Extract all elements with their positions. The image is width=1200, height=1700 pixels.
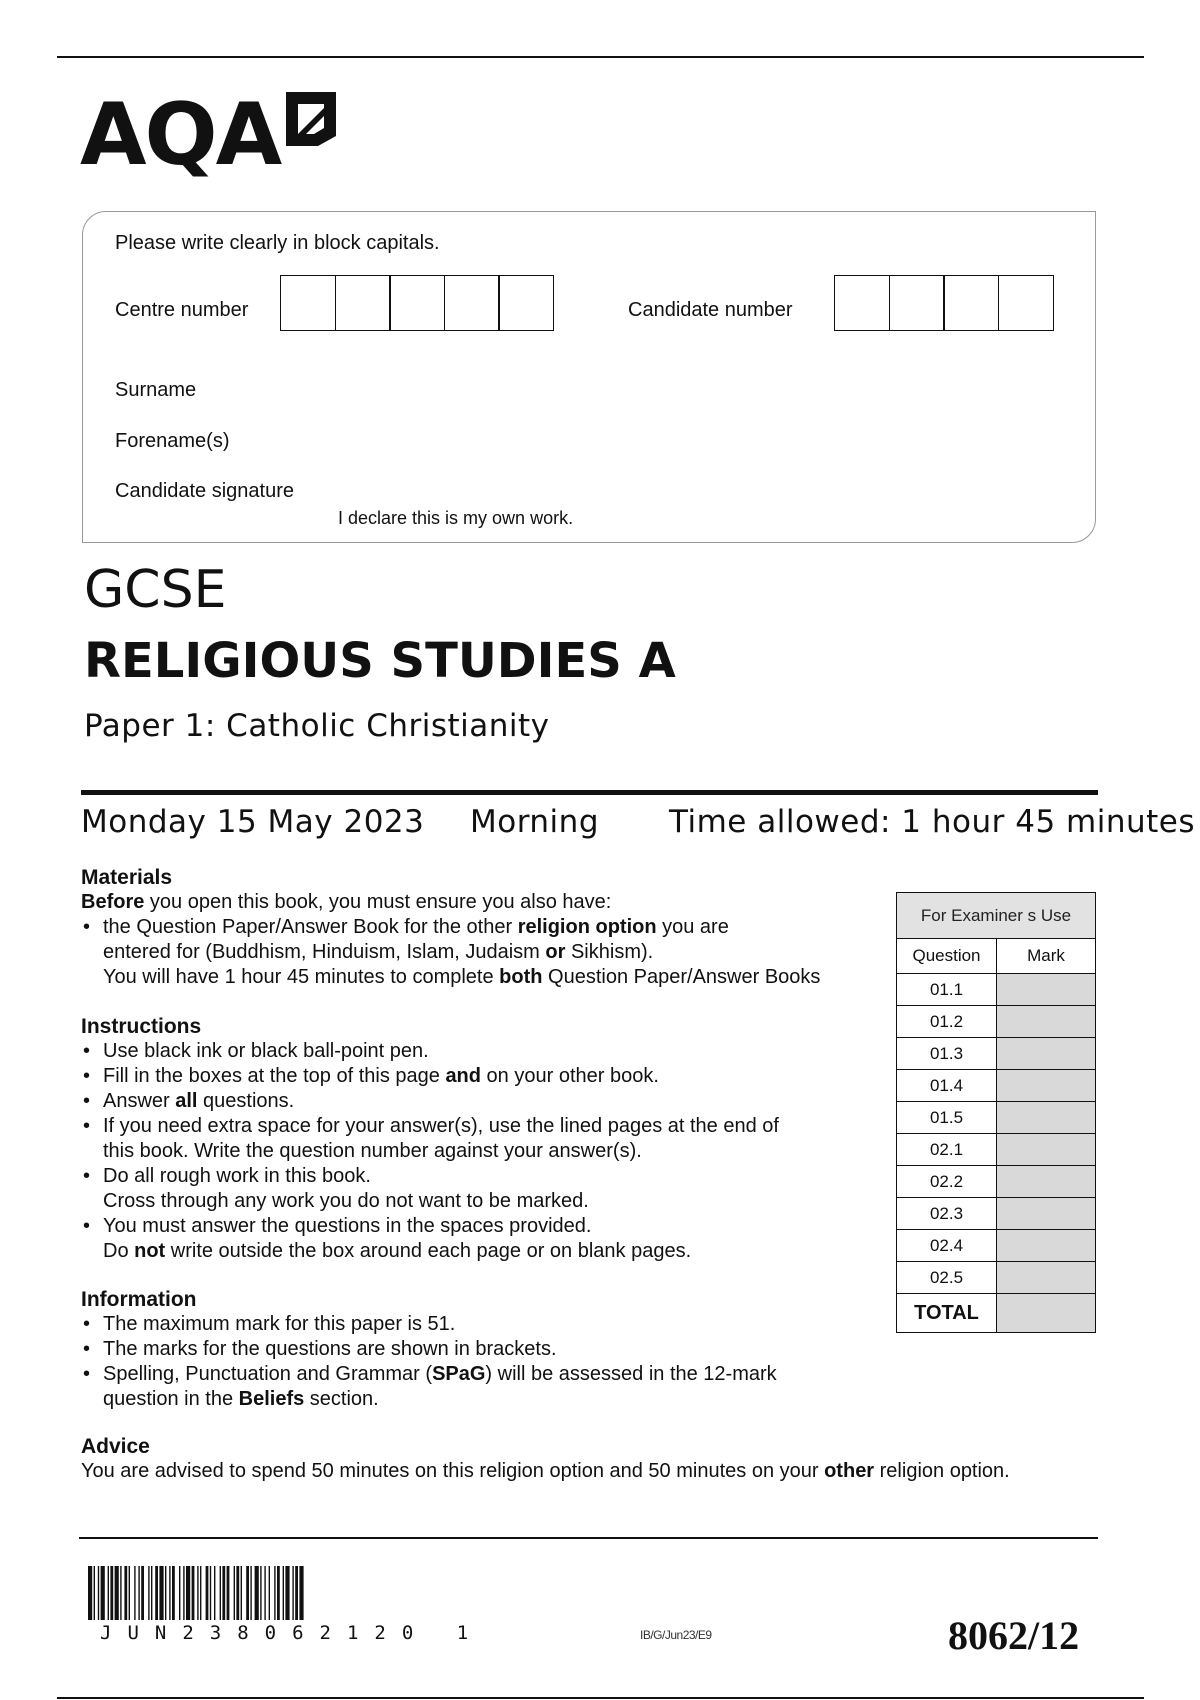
barcode-bar xyxy=(214,1566,215,1620)
footer-rule xyxy=(79,1537,1098,1539)
table-row xyxy=(897,1198,1096,1230)
barcode-bar xyxy=(285,1566,289,1620)
paper-title: Paper 1: Catholic Christianity xyxy=(84,708,550,744)
question-column-header: Question xyxy=(897,939,997,974)
barcode-bar xyxy=(120,1566,121,1620)
barcode-icon xyxy=(88,1566,498,1620)
materials-intro: Before you open this book, you must ensure you also have: xyxy=(81,891,612,913)
barcode-bar xyxy=(141,1566,144,1620)
barcode-bar xyxy=(151,1566,152,1620)
examiner-table-title: For Examiner s Use xyxy=(897,893,1096,939)
centre-number-boxes[interactable] xyxy=(280,275,554,331)
barcode-bar xyxy=(101,1566,105,1620)
barcode-bar xyxy=(108,1566,109,1620)
mark-cell xyxy=(997,1102,1096,1134)
bottom-rule xyxy=(57,1697,1144,1699)
title-rule xyxy=(81,790,1098,795)
barcode-bar xyxy=(155,1566,158,1620)
question-cell: 02.1 xyxy=(897,1134,997,1166)
barcode-bar xyxy=(88,1566,92,1620)
centre-number-label: Centre number xyxy=(115,299,249,321)
table-row xyxy=(897,1038,1096,1070)
forenames-label: Forename(s) xyxy=(115,430,230,452)
barcode-bar xyxy=(277,1566,280,1620)
instruction-item: • Use black ink or black ball-point pen. xyxy=(81,1039,841,1064)
information-heading: Information xyxy=(81,1288,197,1311)
candidate-digit-box[interactable] xyxy=(834,275,890,331)
materials-section xyxy=(81,865,881,990)
instruction-item: • If you need extra space for your answer(s), use the lined pages at the end of this book. Write the question number against your answer(s). xyxy=(81,1114,813,1164)
exam-date: Monday 15 May 2023 xyxy=(81,804,425,840)
barcode-bar xyxy=(186,1566,190,1620)
advice-heading: Advice xyxy=(81,1435,150,1458)
question-cell: 02.3 xyxy=(897,1198,997,1230)
total-label: TOTAL xyxy=(897,1294,997,1333)
instructions-heading: Instructions xyxy=(81,1015,202,1038)
paper-code: 8062/12 xyxy=(948,1613,1080,1658)
question-cell: 01.2 xyxy=(897,1006,997,1038)
barcode-bar xyxy=(255,1566,259,1620)
candidate-number-boxes[interactable] xyxy=(834,275,1054,331)
question-cell: 02.5 xyxy=(897,1262,997,1294)
barcode-bar xyxy=(172,1566,175,1620)
barcode-bar xyxy=(94,1566,95,1620)
barcode-bar xyxy=(124,1566,127,1620)
mark-cell xyxy=(997,1230,1096,1262)
centre-digit-box[interactable] xyxy=(389,275,445,331)
candidate-number-label: Candidate number xyxy=(628,299,793,321)
table-row xyxy=(897,1262,1096,1294)
exam-time-allowed: Time allowed: 1 hour 45 minutes xyxy=(669,804,1196,840)
aqa-logo-mark-icon xyxy=(284,90,338,148)
barcode-bar xyxy=(227,1566,230,1620)
mark-cell xyxy=(997,974,1096,1006)
candidate-digit-box[interactable] xyxy=(998,275,1054,331)
barcode-bar xyxy=(234,1566,235,1620)
centre-digit-box[interactable] xyxy=(280,275,336,331)
barcode-bar xyxy=(295,1566,298,1620)
barcode-bar xyxy=(138,1566,139,1620)
advice-text: You are advised to spend 50 minutes on this religion option and 50 minutes on your other religion option. xyxy=(81,1460,1010,1482)
barcode-bar xyxy=(179,1566,180,1620)
qualification-title: GCSE xyxy=(84,560,227,620)
materials-note: You will have 1 hour 45 minutes to complete both Question Paper/Answer Books xyxy=(103,966,821,988)
table-row xyxy=(897,1102,1096,1134)
centre-digit-box[interactable] xyxy=(335,275,391,331)
materials-item: • the Question Paper/Answer Book for the other religion option you are entered for (Buddhism, Hinduism, Islam, Judaism or Sikhism). xyxy=(81,915,783,965)
instruction-item: • Answer all questions. xyxy=(81,1089,841,1114)
mark-cell xyxy=(997,1198,1096,1230)
barcode-bar xyxy=(220,1566,221,1620)
barcode-text: JUN238062120 1 xyxy=(100,1622,485,1644)
question-cell: 01.1 xyxy=(897,974,997,1006)
instruction-note: Do not write outside the box around each page or on blank pages. xyxy=(103,1240,692,1262)
question-cell: 02.2 xyxy=(897,1166,997,1198)
barcode-bar xyxy=(206,1566,209,1620)
barcode-bar xyxy=(269,1566,270,1620)
block-capitals-instruction: Please write clearly in block capitals. xyxy=(115,232,440,254)
exam-session: Morning xyxy=(470,804,599,840)
signature-label: Candidate signature xyxy=(115,480,295,502)
barcode-bar xyxy=(292,1566,293,1620)
table-row xyxy=(897,1230,1096,1262)
information-item: • The marks for the questions are shown in brackets. xyxy=(81,1337,841,1362)
centre-digit-box[interactable] xyxy=(498,275,554,331)
centre-digit-box[interactable] xyxy=(444,275,500,331)
barcode-bar xyxy=(246,1566,249,1620)
surname-label: Surname xyxy=(115,379,197,401)
barcode-bar xyxy=(183,1566,184,1620)
barcode-bar xyxy=(236,1566,239,1620)
instruction-item: • You must answer the questions in the spaces provided. xyxy=(81,1214,841,1239)
candidate-digit-box[interactable] xyxy=(943,275,999,331)
instructions-section xyxy=(81,1014,841,1264)
barcode-bar xyxy=(274,1566,275,1620)
barcode-bar xyxy=(134,1566,135,1620)
materials-heading: Materials xyxy=(81,866,173,889)
instruction-note: Cross through any work you do not want to be marked. xyxy=(103,1190,589,1212)
mark-cell xyxy=(997,1166,1096,1198)
table-row xyxy=(897,1166,1096,1198)
mark-column-header: Mark xyxy=(997,939,1096,974)
barcode-bar xyxy=(98,1566,99,1620)
barcode-bar xyxy=(283,1566,284,1620)
declaration-text: I declare this is my own work. xyxy=(338,508,574,528)
barcode-bar xyxy=(148,1566,149,1620)
mark-cell xyxy=(997,1006,1096,1038)
mark-cell xyxy=(997,1262,1096,1294)
subject-title: RELIGIOUS STUDIES A xyxy=(84,633,676,689)
barcode-bar xyxy=(241,1566,242,1620)
mark-cell xyxy=(997,1134,1096,1166)
total-row xyxy=(897,1294,1096,1333)
barcode-bar xyxy=(165,1566,166,1620)
barcode-bar xyxy=(264,1566,265,1620)
barcode-bar xyxy=(159,1566,163,1620)
barcode-bar xyxy=(115,1566,119,1620)
aqa-logo: AQA xyxy=(80,85,281,185)
instruction-item: • Fill in the boxes at the top of this page and on your other book. xyxy=(81,1064,841,1089)
candidate-digit-box[interactable] xyxy=(889,275,945,331)
barcode-bar xyxy=(200,1566,201,1620)
barcode-bar xyxy=(299,1566,303,1620)
examiner-use-table xyxy=(896,892,1096,1333)
barcode-bar xyxy=(192,1566,195,1620)
information-item: • The maximum mark for this paper is 51. xyxy=(81,1312,841,1337)
top-rule xyxy=(57,56,1144,58)
table-row xyxy=(897,1134,1096,1166)
question-cell: 01.3 xyxy=(897,1038,997,1070)
table-row xyxy=(897,1070,1096,1102)
question-cell: 01.4 xyxy=(897,1070,997,1102)
barcode-bar xyxy=(129,1566,130,1620)
paper-reference: IB/G/Jun23/E9 xyxy=(640,1628,712,1642)
barcode-bar xyxy=(169,1566,170,1620)
barcode-bar xyxy=(197,1566,198,1620)
barcode-bar xyxy=(250,1566,251,1620)
information-item: • Spelling, Punctuation and Grammar (SPaG) will be assessed in the 12-mark question in the Beliefs section. xyxy=(81,1362,813,1412)
total-mark-cell xyxy=(997,1294,1096,1333)
barcode-bar xyxy=(110,1566,113,1620)
mark-cell xyxy=(997,1070,1096,1102)
mark-cell xyxy=(997,1038,1096,1070)
instruction-item: • Do all rough work in this book. xyxy=(81,1164,841,1189)
advice-section xyxy=(81,1434,1121,1484)
barcode-bar xyxy=(210,1566,211,1620)
question-cell: 02.4 xyxy=(897,1230,997,1262)
table-row xyxy=(897,974,1096,1006)
barcode-bar xyxy=(222,1566,225,1620)
information-section xyxy=(81,1287,841,1412)
barcode-bar xyxy=(260,1566,261,1620)
table-row xyxy=(897,1006,1096,1038)
question-cell: 01.5 xyxy=(897,1102,997,1134)
